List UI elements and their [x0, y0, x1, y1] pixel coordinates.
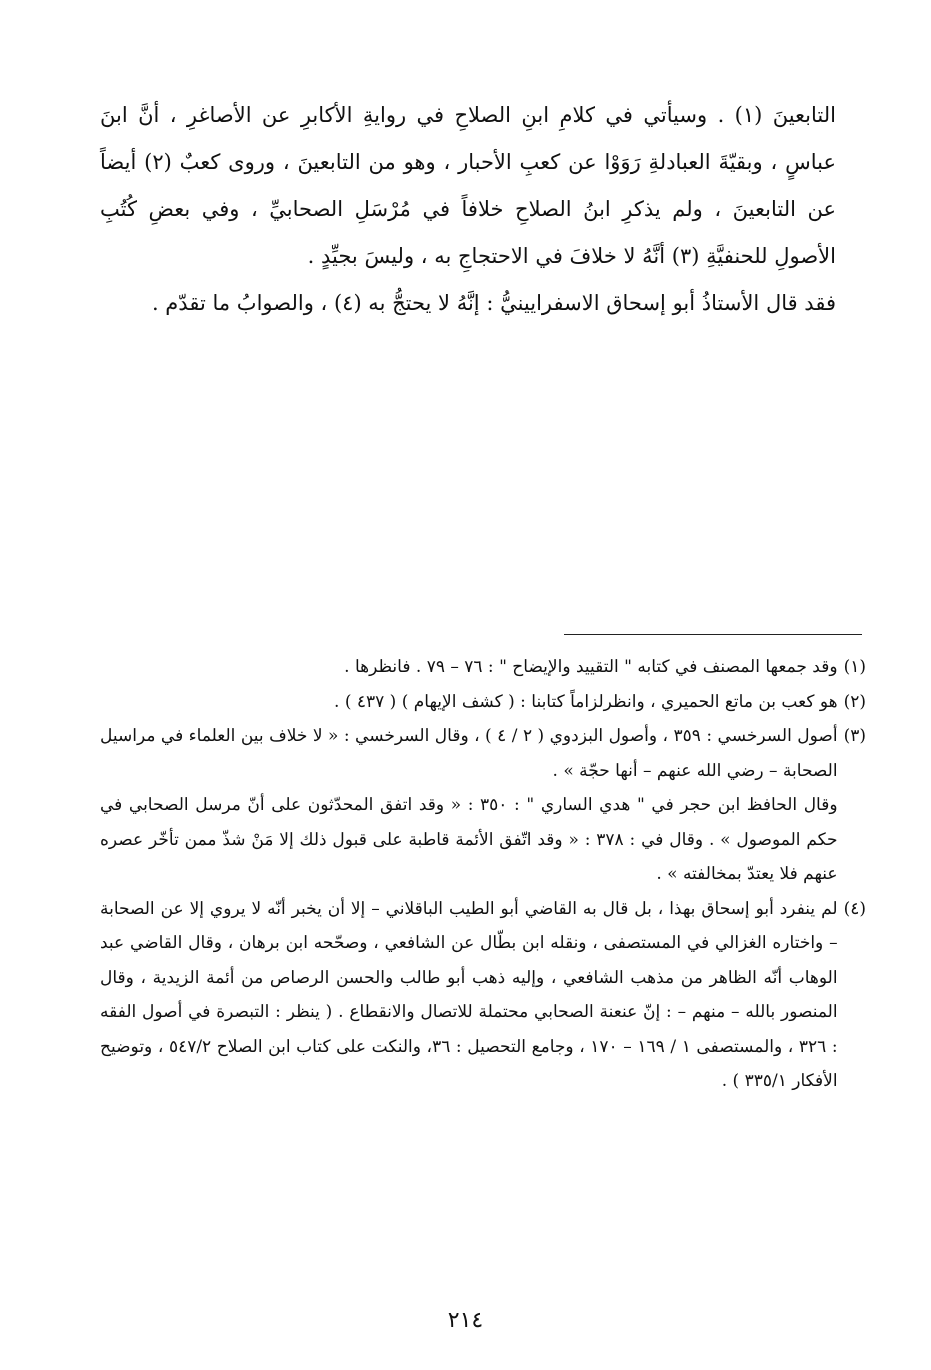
footnote-number: (٤) — [843, 898, 866, 919]
footnote-number: (٣) — [843, 726, 866, 746]
footnote-4 — [100, 892, 866, 1099]
footnote-number: (٢) — [843, 691, 866, 712]
main-text — [100, 92, 836, 327]
main-paragraph-1: التابعينَ (١) . وسيأتي في كلامِ ابنِ الصلاحِ في روايةِ الأكابرِ عن الأصاغرِ ، أنَّ ابنَ عباسٍ ، وبقيّةَ العبادلةِ رَوَوْا عن كعبِ الأحبار ، وهو من التابعينَ ، وروى كعبٌ (٢) أيضاً عن التابعينَ ، ولم يذكرِ ابنُ الصلاحِ خلافاً في مُرْسَلِ الصحابيِّ ، وفي بعضِ كُتُبِ الأصولِ للحنفيَّةِ (٣) أنَّهُ لا خلافَ في الاحتجاجِ به ، وليسَ بجيِّدٍ . — [100, 103, 836, 268]
footnote-1 — [100, 650, 866, 685]
footnote-body — [100, 685, 838, 720]
main-paragraph-2: فقد قال الأستاذُ أبو إسحاق الاسفرايينيُّ : إنَّهُ لا يحتجُّ به (٤) ، والصوابُ ما تقدّم . — [151, 291, 836, 315]
footnote-text: وقد جمعها المصنف في كتابه " التقييد والإيضاح " : ٧٦ – ٧٩ . فانظرها . — [344, 657, 838, 677]
footnote-divider — [564, 634, 862, 635]
page-number: ٢١٤ — [447, 1308, 484, 1333]
footnote-body — [100, 650, 838, 685]
footnote-text: لم ينفرد أبو إسحاق بهذا ، بل قال به القاضي أبو الطيب الباقلاني – إلا أن يخبر أنّه لا يروي إلا عن الصحابة – واختاره الغزالي في المستصفى ، ونقله ابن بطّال عن الشافعي ، وصحّحه ابن برهان ، وقال القاضي عبد الوهاب أنّه الظاهر من مذهب الشافعي ، وإليه ذهب أبو طالب والحسن الرصاص من أئمة الزيدية ، وقال المنصور بالله – منهم – : إنّ عنعنة الصحابي محتملة للاتصال والانقطاع . ( ينظر : التبصرة في أصول الفقه : ٣٢٦ ، والمستصفى ١ / ١٦٩ – ١٧٠ ، وجامع التحصيل : ٣٦، والنكت على كتاب ابن الصلاح ٥٤٧/٢ ، وتوضيح الأفكار ٣٣٥/١ ) . — [100, 898, 838, 1091]
footnote-text: وقال الحافظ ابن حجر في " هدي الساري " : ٣٥٠ : « وقد اتفق المحدّثون على أنّ مرسل الصحابي في حكم الموصول » . وقال في : ٣٧٨ : « وقد اتّفق الأئمة قاطبة على قبول ذلك إلا مَنْ شذّ ممن تأخّر عصره عنهم فلا يعتدّ بمخالفته » . — [100, 795, 838, 884]
footnote-body — [100, 892, 838, 1099]
footnote-2 — [100, 685, 866, 720]
footnote-text: أصول السرخسي : ٣٥٩ ، وأصول البزدوي ( ٢ / ٤ ) ، وقال السرخسي : « لا خلاف بين العلماء في مراسيل الصحابة – رضي الله عنهم – أنها حجّة » . — [100, 726, 838, 781]
footnote-text: هو كعب بن ماتع الحميري ، وانظرلزاماً كتابنا : ( كشف الإيهام ) ( ٤٣٧ ) . — [334, 691, 838, 712]
footnote-body — [100, 719, 838, 892]
footnote-number: (١) — [843, 657, 866, 677]
footnotes — [100, 650, 866, 1099]
footnote-3 — [100, 719, 866, 892]
